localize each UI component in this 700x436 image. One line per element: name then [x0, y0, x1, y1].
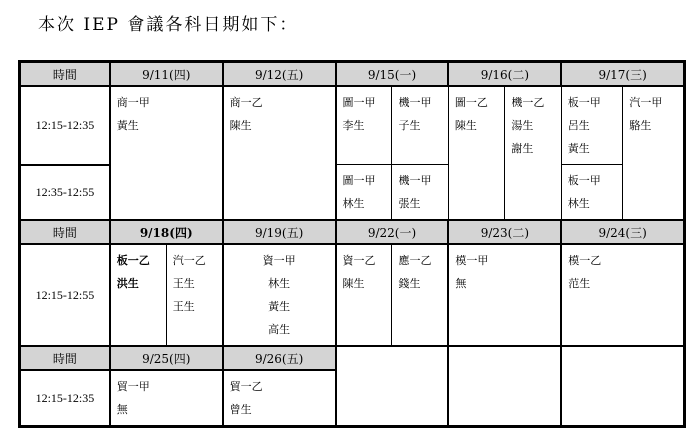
empty-cell: [448, 346, 561, 427]
student-name: 曾生: [229, 403, 252, 416]
schedule-cell: [223, 244, 336, 346]
student-name: 洪生: [116, 277, 139, 290]
schedule-cell: [110, 244, 166, 346]
schedule-row: [20, 244, 685, 346]
student-name: 黃生: [567, 142, 590, 155]
header-row: [20, 220, 685, 244]
class-name: 圖一甲: [342, 96, 376, 109]
time-header: 時間: [20, 220, 110, 244]
date-header: 9/22(一): [336, 220, 449, 244]
schedule-cell: [336, 165, 392, 221]
date-header: 9/24(三): [561, 220, 684, 244]
student-name: 高生: [268, 323, 291, 336]
student-name: 陳生: [229, 119, 252, 132]
class-name: 圖一乙: [454, 96, 488, 109]
class-name: 商一甲: [116, 96, 150, 109]
time-slot: 12:35-12:55: [20, 165, 110, 221]
schedule-row: [20, 86, 685, 165]
schedule-cell: [392, 165, 448, 221]
class-name: 商一乙: [229, 96, 263, 109]
time-header: 時間: [20, 62, 110, 87]
schedule-cell: [110, 86, 223, 220]
student-name: 駱生: [629, 119, 652, 132]
student-name: 陳生: [342, 277, 365, 290]
empty-cell: [561, 346, 684, 427]
student-name: 錢生: [398, 277, 421, 290]
schedule-cell: [223, 370, 336, 427]
student-name: 謝生: [511, 142, 534, 155]
student-name: 張生: [398, 197, 421, 210]
student-name: 子生: [398, 119, 421, 132]
student-name: 王生: [172, 277, 195, 290]
schedule-cell: [561, 165, 623, 221]
schedule-cell: [448, 244, 561, 346]
date-header: 9/17(三): [561, 62, 684, 87]
schedule-cell: [336, 86, 392, 165]
student-name: 陳生: [454, 119, 477, 132]
class-name: 板一甲: [567, 174, 601, 187]
time-header: 時間: [20, 346, 110, 370]
student-name: 李生: [342, 119, 365, 132]
date-header: 9/19(五): [223, 220, 336, 244]
date-header: 9/23(二): [448, 220, 561, 244]
date-header: 9/11(四): [110, 62, 223, 87]
schedule-cell: [336, 244, 392, 346]
student-name: 呂生: [567, 119, 590, 132]
student-name: 黃生: [268, 300, 291, 313]
header-row: [20, 346, 685, 370]
class-name: 圖一甲: [342, 174, 376, 187]
class-name: 資一甲: [262, 254, 296, 267]
date-header: 9/16(二): [448, 62, 561, 87]
date-header: 9/15(一): [336, 62, 449, 87]
class-name: 機一甲: [398, 96, 432, 109]
page-title: 本次 IEP 會議各科日期如下：: [38, 15, 299, 35]
time-slot: 12:15-12:35: [20, 370, 110, 427]
class-name: 模一甲: [455, 254, 489, 267]
class-name: 模一乙: [568, 254, 602, 267]
time-slot: 12:15-12:35: [20, 86, 110, 165]
empty-cell: [336, 346, 449, 427]
student-name: 林生: [268, 277, 291, 290]
class-name: 汽一甲: [629, 96, 663, 109]
class-name: 應一乙: [398, 254, 432, 267]
student-name: 王生: [172, 300, 195, 313]
class-name: 汽一乙: [172, 254, 206, 267]
date-header: 9/12(五): [223, 62, 336, 87]
time-slot: 12:15-12:55: [20, 244, 110, 346]
class-name: 貿一乙: [229, 380, 263, 393]
header-row: [20, 62, 685, 87]
student-name: 湯生: [511, 119, 534, 132]
student-name: 黃生: [116, 119, 139, 132]
student-name: 林生: [342, 197, 365, 210]
schedule-cell: [561, 86, 623, 165]
schedule-cell: [166, 244, 222, 346]
student-name: 林生: [567, 197, 590, 210]
schedule-cell: [392, 86, 448, 165]
schedule-cell: [223, 86, 336, 220]
schedule-cell: [110, 370, 223, 427]
schedule-cell: [392, 244, 448, 346]
iep-schedule-table: [18, 60, 686, 428]
schedule-cell: [623, 86, 685, 220]
date-header: 9/18(四): [110, 220, 223, 244]
class-name: 板一甲: [567, 96, 601, 109]
class-name: 資一乙: [342, 254, 376, 267]
class-name: 貿一甲: [116, 380, 150, 393]
schedule-cell: [505, 86, 561, 220]
date-header: 9/26(五): [223, 346, 336, 370]
student-name: 無: [455, 277, 467, 290]
schedule-cell: [561, 244, 684, 346]
schedule-cell: [448, 86, 504, 220]
student-name: 范生: [568, 277, 591, 290]
class-name: 機一甲: [398, 174, 432, 187]
class-name: 板一乙: [116, 254, 150, 267]
class-name: 機一乙: [511, 96, 545, 109]
date-header: 9/25(四): [110, 346, 223, 370]
student-name: 無: [116, 403, 128, 416]
